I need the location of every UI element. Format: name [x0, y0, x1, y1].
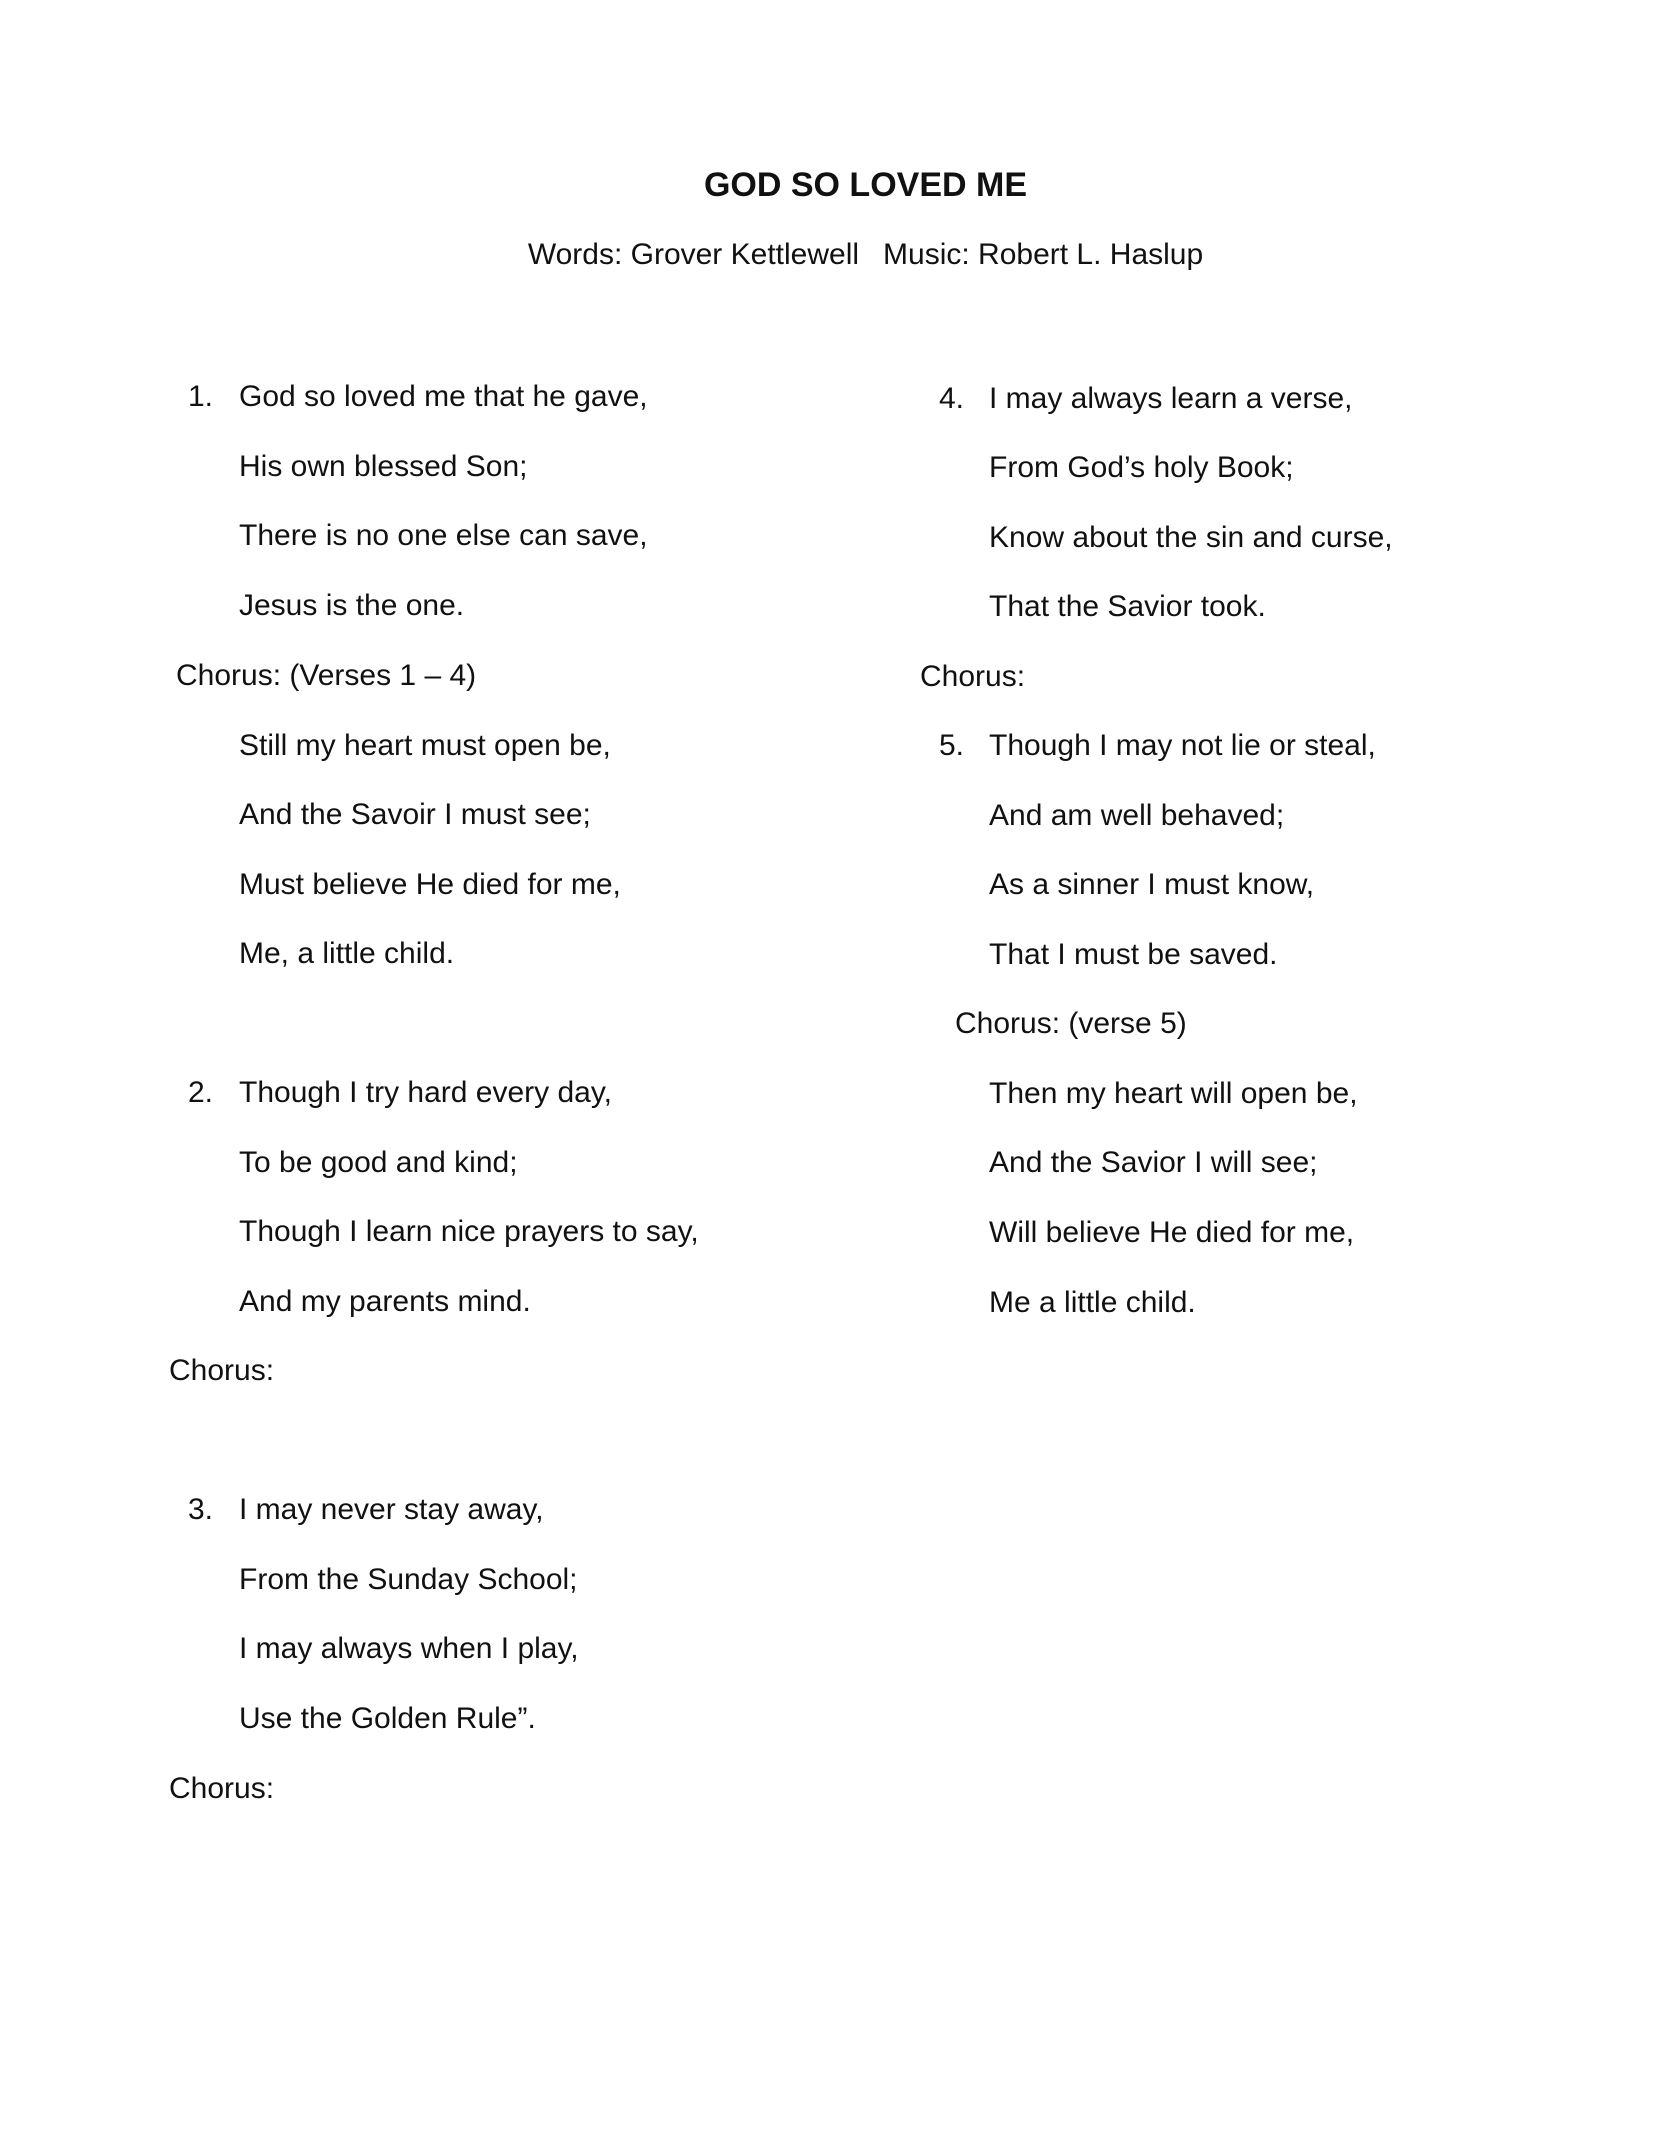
verse-3-line-2: From the Sunday School;: [239, 1563, 578, 1596]
chorus-1-line-1: Still my heart must open be,: [239, 729, 611, 762]
verse-3-line-1: I may never stay away,: [239, 1493, 544, 1526]
song-title: GOD SO LOVED ME: [703, 166, 1028, 204]
chorus-1-line-4: Me, a little child.: [239, 937, 455, 970]
chorus-5-line-1: Then my heart will open be,: [989, 1077, 1358, 1110]
verse-5-number: 5.: [939, 729, 965, 762]
verse-2-number: 2.: [188, 1076, 214, 1109]
chorus-5-line-3: Will believe He died for me,: [989, 1216, 1355, 1249]
verse-2-line-1: Though I try hard every day,: [239, 1076, 612, 1109]
verse-1-line-1: God so loved me that he gave,: [239, 380, 648, 413]
verse-3-line-4: Use the Golden Rule”.: [239, 1702, 536, 1735]
verse-2-line-4: And my parents mind.: [239, 1285, 531, 1318]
verse-4-number: 4.: [939, 382, 965, 415]
verse-2-chorus-label: Chorus:: [169, 1354, 275, 1387]
chorus-1-label: Chorus: (Verses 1 – 4): [176, 659, 477, 692]
song-credits: [0, 238, 1653, 272]
verse-1-number: 1.: [188, 380, 214, 413]
verse-4-line-3: Know about the sin and curse,: [989, 521, 1393, 554]
verse-5-line-2: And am well behaved;: [989, 799, 1285, 832]
verse-4-line-4: That the Savior took.: [989, 590, 1266, 623]
verse-1-line-4: Jesus is the one.: [239, 589, 465, 622]
verse-3-line-3: I may always when I play,: [239, 1632, 579, 1665]
verse-4-line-1: I may always learn a verse,: [989, 382, 1353, 415]
verse-5-line-1: Though I may not lie or steal,: [989, 729, 1376, 762]
verse-4-chorus-label: Chorus:: [920, 660, 1026, 693]
verse-4-line-2: From God’s holy Book;: [989, 451, 1294, 484]
chorus-5-line-4: Me a little child.: [989, 1286, 1196, 1319]
verse-5-line-4: That I must be saved.: [989, 938, 1278, 971]
chorus-5-line-2: And the Savior I will see;: [989, 1146, 1318, 1179]
verse-3-number: 3.: [188, 1493, 214, 1526]
chorus-1-line-3: Must believe He died for me,: [239, 868, 621, 901]
verse-3-chorus-label: Chorus:: [169, 1772, 275, 1805]
chorus-5-label: Chorus: (verse 5): [955, 1007, 1187, 1040]
words-credit: Words: Grover Kettlewell: [527, 238, 860, 271]
verse-2-line-3: Though I learn nice prayers to say,: [239, 1215, 699, 1248]
verse-1-line-2: His own blessed Son;: [239, 450, 528, 483]
verse-2-line-2: To be good and kind;: [239, 1146, 518, 1179]
verse-5-line-3: As a sinner I must know,: [989, 868, 1315, 901]
chorus-1-line-2: And the Savoir I must see;: [239, 798, 591, 831]
music-credit: Music: Robert L. Haslup: [883, 238, 1204, 271]
verse-1-line-3: There is no one else can save,: [239, 519, 648, 552]
